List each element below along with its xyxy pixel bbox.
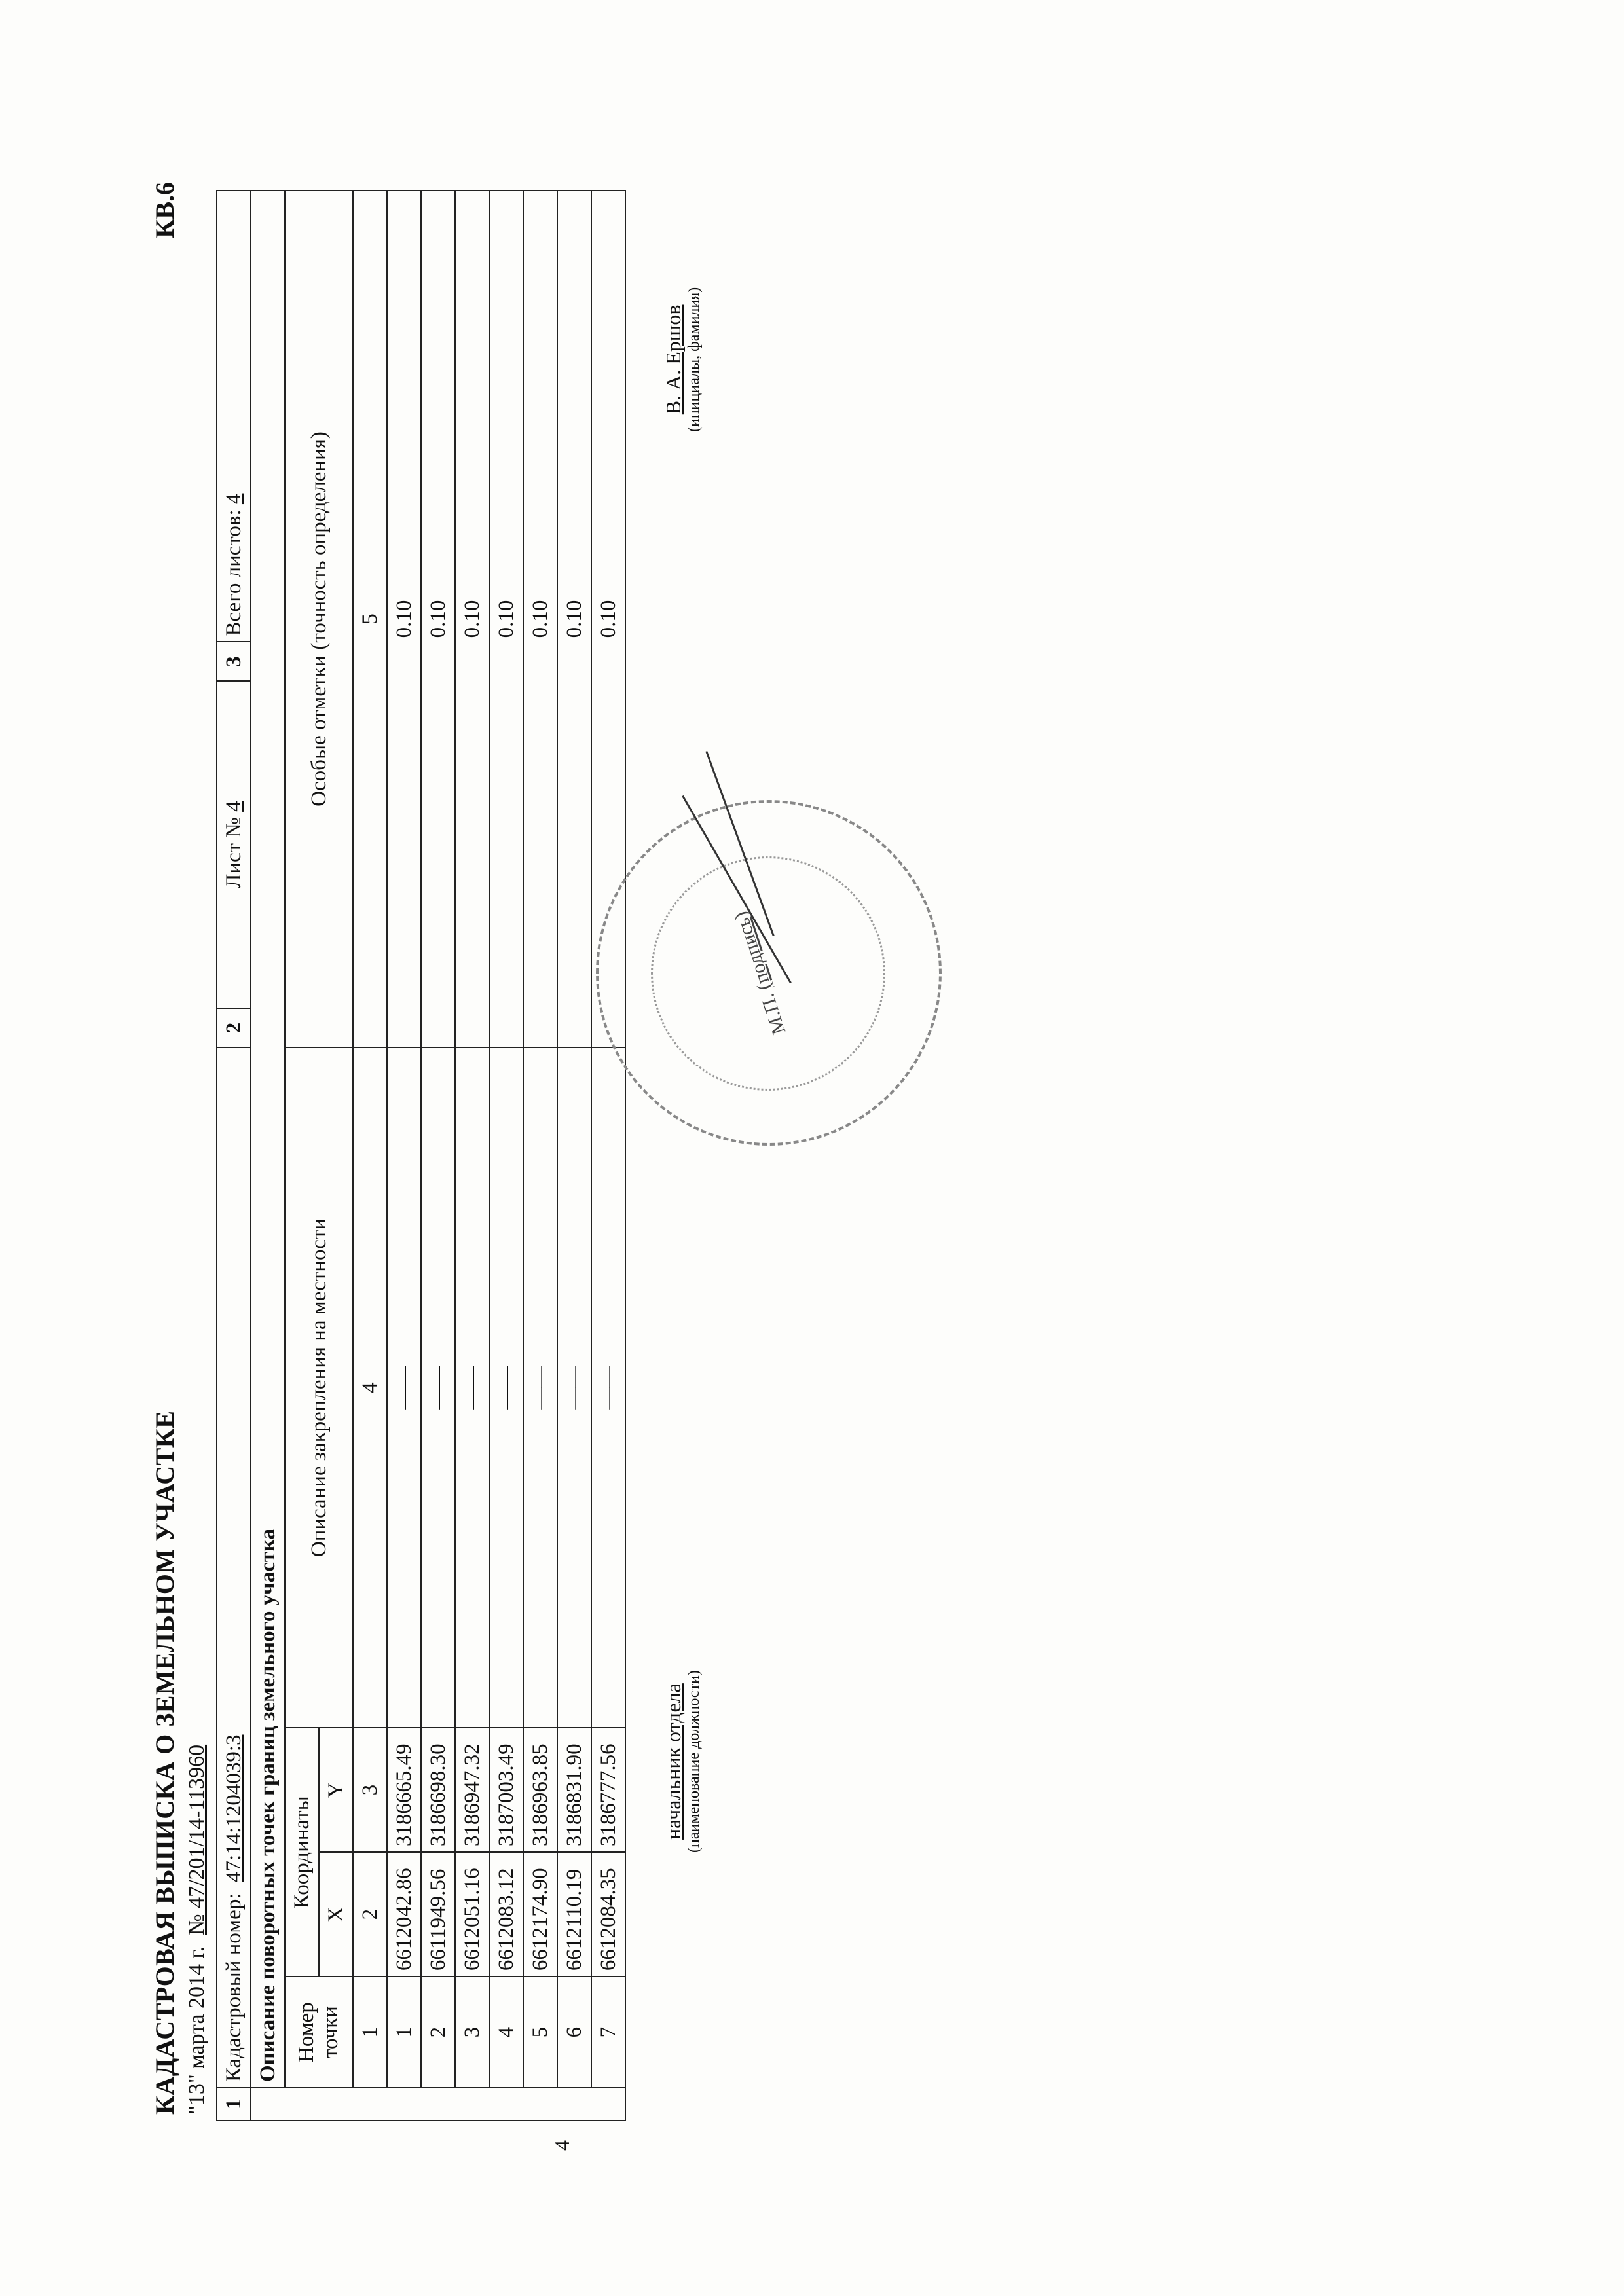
table-header-row: [217, 191, 251, 2121]
cadastral-number-cell: [217, 1048, 251, 2088]
x-value: 6612083.12: [489, 1852, 523, 1977]
coordinates-header: Координаты: [285, 1728, 319, 1977]
column-header-row: [285, 191, 319, 2121]
point-number: 3: [455, 1977, 489, 2088]
official-stamp: [596, 800, 942, 1146]
precision-note: 0.10: [557, 191, 591, 1048]
table-row: [489, 191, 523, 2121]
sheet-number-cell: [217, 681, 251, 1008]
point-number-header: Номер точки: [285, 1977, 353, 2088]
column-number: 1: [353, 1977, 387, 2088]
fixing-description: ——: [591, 1048, 625, 1728]
stamp-mark: М.П.: [756, 991, 790, 1038]
sheet-label: Лист №: [221, 817, 246, 889]
name-block: [661, 287, 703, 432]
y-header: Y: [319, 1728, 353, 1852]
y-value: 3186831.90: [557, 1728, 591, 1852]
notes-header: Особые отметки (точность определения): [285, 191, 353, 1048]
point-number: 6: [557, 1977, 591, 2088]
table-row: [523, 191, 557, 2121]
precision-note: 0.10: [523, 191, 557, 1048]
x-value: 6612174.90: [523, 1852, 557, 1977]
point-number: 1: [387, 1977, 421, 2088]
y-value: 3187003.49: [489, 1728, 523, 1852]
x-value: 6612042.86: [387, 1852, 421, 1977]
precision-note: 0.10: [387, 191, 421, 1048]
total-number: 4: [221, 493, 246, 505]
form-code: КВ.6: [150, 182, 179, 238]
total-col-num: 3: [217, 642, 251, 682]
column-number: 5: [353, 191, 387, 1048]
precision-note: 0.10: [489, 191, 523, 1048]
y-value: 3186947.32: [455, 1728, 489, 1852]
fixing-description: ——: [523, 1048, 557, 1728]
total-sheets-cell: [217, 191, 251, 642]
total-label: Всего листов:: [221, 509, 246, 636]
signature-caption: (подпись): [729, 909, 776, 993]
sheet-number: 4: [221, 801, 246, 812]
table-row: [421, 191, 455, 2121]
fixing-description-header: Описание закрепления на местности: [285, 1048, 353, 1728]
fixing-description: ——: [455, 1048, 489, 1728]
name-caption: (инициалы, фамилия): [686, 287, 703, 432]
position-title: начальник отдела: [661, 1683, 685, 1840]
column-number: 2: [353, 1852, 387, 1977]
section-number: 4: [550, 2140, 574, 2151]
table-row: [455, 191, 489, 2121]
point-number: 4: [489, 1977, 523, 2088]
position-caption: (наименование должности): [686, 1670, 703, 1853]
x-header: X: [319, 1852, 353, 1977]
document-sheet: [131, 177, 790, 2167]
signer-name: В. А. Ершов: [661, 304, 685, 415]
precision-note: 0.10: [455, 191, 489, 1048]
point-number: 5: [523, 1977, 557, 2088]
precision-note: 0.10: [421, 191, 455, 1048]
date-line: [185, 1745, 210, 2115]
fixing-description: ——: [387, 1048, 421, 1728]
issue-date: "13" марта 2014 г.: [185, 1946, 209, 2115]
point-number: 7: [591, 1977, 625, 2088]
table-row: [557, 191, 591, 2121]
cadastral-label: Кадастровый номер:: [221, 1893, 246, 2083]
fixing-description: ——: [421, 1048, 455, 1728]
document-number: № 47/201/14-113960: [185, 1744, 209, 1935]
column-number: 3: [353, 1728, 387, 1852]
table-row: [591, 191, 625, 2121]
x-value: 6612051.16: [455, 1852, 489, 1977]
y-value: 3186963.85: [523, 1728, 557, 1852]
fixing-description: ——: [489, 1048, 523, 1728]
point-number: 2: [421, 1977, 455, 2088]
x-value: 6612084.35: [591, 1852, 625, 1977]
precision-note: 0.10: [591, 191, 625, 1048]
sheet-col-num: 2: [217, 1008, 251, 1048]
y-value: 3186698.30: [421, 1728, 455, 1852]
stamp-caption: [722, 883, 800, 1064]
column-number: 4: [353, 1048, 387, 1728]
document-title: КАДАСТРОВАЯ ВЫПИСКА О ЗЕМЕЛЬНОМ УЧАСТКЕ: [150, 1410, 179, 2115]
y-value: 3186777.56: [591, 1728, 625, 1852]
section-title: Описание поворотных точек границ земельного участка: [251, 191, 285, 2088]
row-number-cell: 1: [217, 2088, 251, 2121]
coordinates-table: [216, 190, 626, 2121]
fixing-description: ——: [557, 1048, 591, 1728]
cadastral-number: 47:14:1204039:3: [221, 1734, 246, 1882]
section-title-row: [251, 191, 285, 2121]
column-numbers-row: [353, 191, 387, 2121]
table-row: [387, 191, 421, 2121]
x-value: 6612110.19: [557, 1852, 591, 1977]
position-block: [661, 1670, 703, 1853]
y-value: 3186665.49: [387, 1728, 421, 1852]
x-value: 6611949.56: [421, 1852, 455, 1977]
section-side-cell: [251, 2088, 625, 2121]
